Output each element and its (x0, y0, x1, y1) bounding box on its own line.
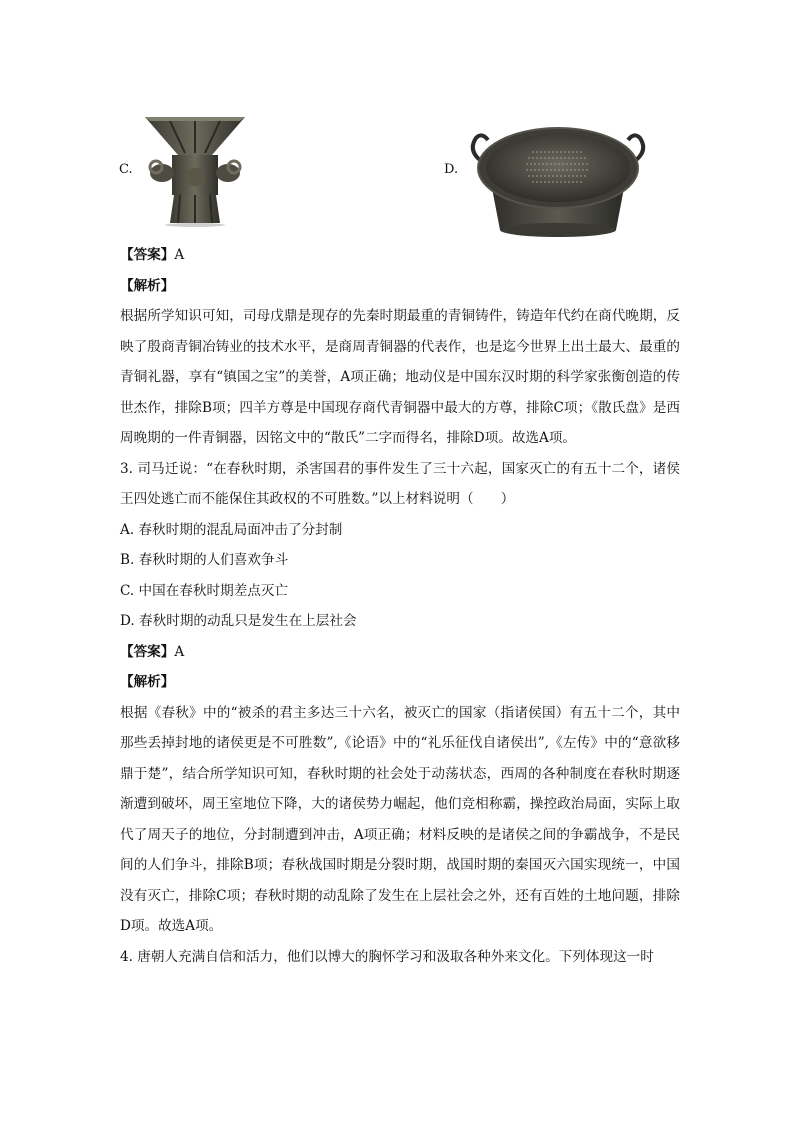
q2-analysis: 根据所学知识可知，司母戊鼎是现存的先秦时期最重的青铜铸件，铸造年代约在商代晚期，反映了殷商青铜冶铸业的技术水平，是商周青铜器的代表作，也是迄今世界上出土最大、最重的青铜礼器，享有“镇国之宝”的美誉，A项正确；地动仪是中国东汉时期的科学家张衡创造的传世杰作，排除B项；四羊方尊是中国现存商代青铜器中最大的方尊，排除C项；《散氏盘》是西周晚期的一件青铜器，因铭文中的“散氏”二字而得名，排除D项。故选A项。 (120, 308, 680, 446)
image-options-row (0, 110, 794, 230)
q2-answer-value: A (174, 247, 185, 263)
q3-answer (120, 637, 680, 668)
q3-answer-value: A (174, 643, 185, 660)
q3-answer-tag: 【答案】 (120, 643, 175, 660)
q4-stem: 4. 唐朝人充满自信和活力，他们以博大的胸怀学习和汲取各种外来文化。下列体现这一时 (120, 948, 654, 965)
q2-answer-tag: 【答案】 (120, 247, 175, 263)
option-d-label: D. (444, 162, 459, 177)
q3-analysis-tag: 【解析】 (120, 674, 175, 690)
four-ram-square-zun-image (140, 115, 250, 227)
q3-stem: 3. 司马迁说：“在春秋时期，杀害国君的事件发生了三十六起，国家灭亡的有五十二个，诸侯王四处逃亡而不能保住其政权的不可胜数。”以上材料说明（ ） (120, 460, 680, 507)
q3-option-c: C. 中国在春秋时期差点灭亡 (120, 582, 289, 599)
q2-answer (120, 240, 680, 271)
option-c-label: C. (119, 162, 133, 177)
q3-option-a: A. 春秋时期的混乱局面冲击了分封制 (120, 521, 343, 538)
q3-option-b: B. 春秋时期的人们喜欢争斗 (120, 552, 289, 568)
q2-analysis-tag: 【解析】 (120, 277, 175, 294)
q3-analysis: 根据《春秋》中的“被杀的君主多达三十六名，被灭亡的国家（指诸侯国）有五十二个，其中那些丢掉封地的诸侯更是不可胜数”,《论语》中的“礼乐征伐自诸侯出”,《左传》中的“意欲移鼎于楚”，结合所学知识可知，春秋时期的社会处于动荡状态，西周的各种制度在春秋时期逐渐遭到破坏，周王室地位下降，大的诸侯势力崛起，他们竞相称霸，操控政治局面，实际上取代了周天子的地位，分封制遭到冲击，A项正确；材料反映的是诸侯之间的争霸战争，不是民间的人们争斗，排除B项；春秋战国时期是分裂时期，战国时期的秦国灭六国实现统一，中国没有灭亡，排除C项；春秋时期的动乱除了发生在上层社会之外，还有百姓的土地问题，排除D项。故选A项。 (120, 704, 680, 934)
q3-option-d: D. 春秋时期的动乱只是发生在上层社会 (120, 613, 357, 629)
san-shi-pan-image (470, 120, 646, 238)
question-content (120, 240, 680, 972)
